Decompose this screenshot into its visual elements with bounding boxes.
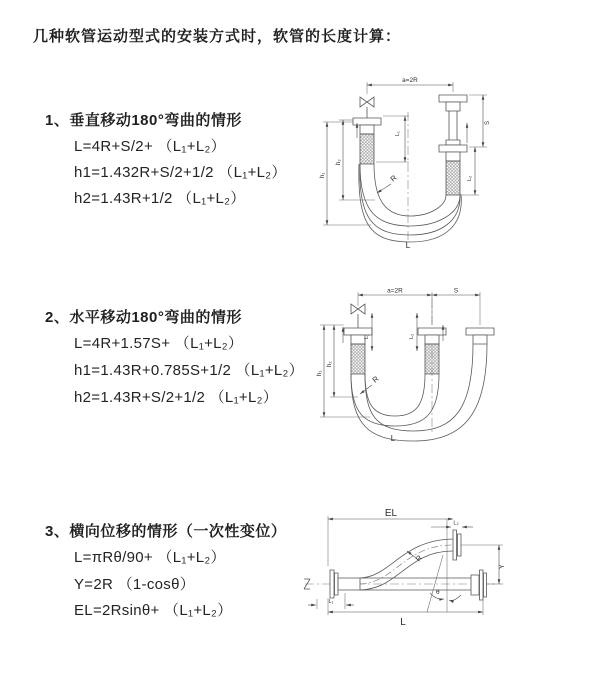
radius-label: R [413, 553, 425, 564]
length-label: L [405, 240, 411, 250]
radius-label: R [388, 173, 399, 184]
diagram-vertical-180-bend [313, 70, 590, 255]
dim-s [432, 288, 480, 296]
dim-label-h2: h₂ [327, 361, 333, 367]
hose-s-curve [360, 539, 453, 590]
formula-line: h2=1.43R+1/2 （L₁+L₂） [74, 190, 246, 207]
formula-line: EL=2Rsinθ+ （L₁+L₂） [74, 602, 233, 619]
diagram-horizontal-180-bend [312, 283, 600, 448]
page-title: 几种软管运动型式的安装方式时，软管的长度计算： [33, 28, 402, 45]
dim-label-l2: L₂ [409, 333, 415, 339]
inline-flange-assembly [471, 570, 487, 600]
dim-label-a2r: a=2R [387, 287, 403, 295]
dim-label-y: Y [499, 564, 506, 569]
dim-a-2r [358, 288, 480, 326]
valve-icon [360, 97, 374, 107]
dim-label-el: EL [384, 508, 398, 519]
dim-label-h1: h₁ [317, 370, 323, 376]
dim-l [328, 598, 483, 628]
diagram-lateral-displacement [303, 498, 595, 656]
dim-l2 [431, 521, 473, 528]
dim-label-s: S [453, 287, 459, 295]
dim-l2 [409, 313, 417, 351]
formula-line: h2=1.43R+S/2+1/2 （L₁+L₂） [74, 389, 279, 406]
radius-leader [377, 173, 399, 193]
dim-label-l: L [400, 617, 406, 628]
formula-line: L=4R+1.57S+ （L₁+L₂） [74, 335, 244, 352]
dim-label-s: S [485, 120, 491, 125]
dim-label-h2: h₂ [336, 159, 342, 165]
hose-loop [351, 344, 487, 441]
radius-leader [360, 374, 381, 394]
dim-a-2r [367, 77, 453, 94]
angle-theta [427, 555, 461, 612]
angle-label: θ [436, 589, 440, 596]
section-2-heading: 2、水平移动180°弯曲的情形 [45, 309, 242, 326]
dim-label-h1: h₁ [320, 172, 326, 178]
dim-label-l1: L₁ [364, 334, 370, 339]
dim-el [328, 508, 453, 612]
dim-label-l1: L₁ [395, 131, 401, 136]
left-pipe-assembly [344, 314, 372, 374]
formula-line: h1=1.43R+0.785S+1/2 （L₁+L₂） [74, 362, 304, 379]
dim-s [469, 95, 491, 147]
formula-line: L=πRθ/90+ （L₁+L₂） [74, 549, 226, 566]
dim-label-l1: L₁ [328, 599, 334, 605]
dim-label-l2: L₂ [467, 175, 473, 181]
length-label: L [390, 434, 396, 443]
displaced-flange-assembly [453, 530, 461, 560]
formula-line: Y=2R （1-cosθ） [74, 576, 196, 593]
displaced-pipe-assembly [466, 328, 494, 344]
dim-label-l2: L₂ [453, 520, 459, 527]
middle-pipe-assembly [418, 328, 446, 374]
formula-line: h1=1.432R+S/2+1/2 （L₁+L₂） [74, 164, 287, 181]
section-3-heading: 3、横向位移的情形（一次性变位） [45, 523, 287, 540]
radius-label: R [370, 374, 381, 385]
right-pipe-assembly [439, 95, 467, 195]
dim-l2 [462, 147, 479, 195]
section-1-heading: 1、垂直移动180°弯曲的情形 [45, 112, 242, 129]
formula-line: L=4R+S/2+ （L₁+L₂） [74, 138, 226, 155]
dim-label-a2r: a=2R [402, 77, 418, 84]
